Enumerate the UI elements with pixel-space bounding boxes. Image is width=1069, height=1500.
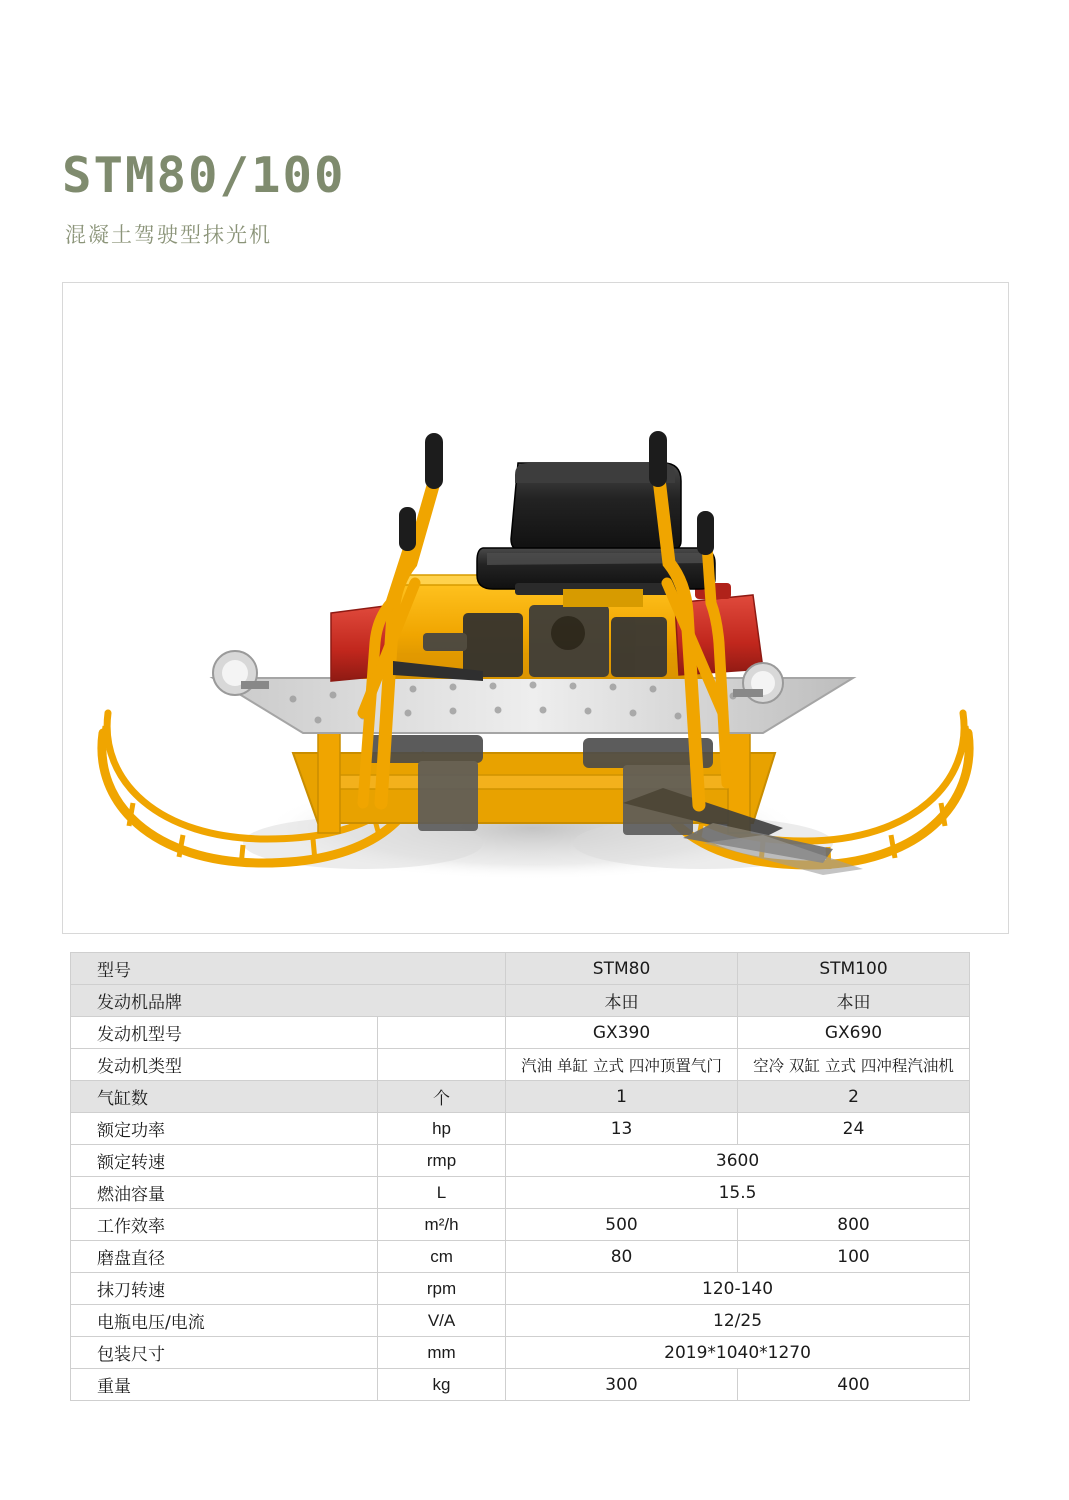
spec-unit: kg bbox=[378, 1369, 506, 1401]
spec-unit: cm bbox=[378, 1241, 506, 1273]
spec-value-merged: 12/25 bbox=[506, 1305, 970, 1337]
spec-value-merged: 3600 bbox=[506, 1145, 970, 1177]
spec-label: 电瓶电压/电流 bbox=[71, 1305, 378, 1337]
spec-value-stm100: 2 bbox=[738, 1081, 970, 1113]
power-trowel-illustration bbox=[63, 283, 1008, 933]
spec-unit: V/A bbox=[378, 1305, 506, 1337]
table-row bbox=[71, 1177, 970, 1209]
table-row bbox=[71, 1209, 970, 1241]
spec-value-stm80: GX390 bbox=[506, 1017, 738, 1049]
table-row bbox=[71, 1305, 970, 1337]
spec-value-stm80: 300 bbox=[506, 1369, 738, 1401]
page-subtitle: 混凝土驾驶型抹光机 bbox=[65, 223, 272, 248]
spec-value-stm80: 80 bbox=[506, 1241, 738, 1273]
table-row bbox=[71, 1241, 970, 1273]
spec-label: 额定功率 bbox=[71, 1113, 378, 1145]
spec-value-stm100: 空冷 双缸 立式 四冲程汽油机 bbox=[738, 1049, 970, 1081]
spec-label: 发动机品牌 bbox=[71, 985, 506, 1017]
spec-value-stm100: 24 bbox=[738, 1113, 970, 1145]
spec-label: 燃油容量 bbox=[71, 1177, 378, 1209]
table-row bbox=[71, 1273, 970, 1305]
table-row bbox=[71, 985, 970, 1017]
spec-value-stm80: STM80 bbox=[506, 953, 738, 985]
title-block bbox=[62, 147, 962, 249]
table-row bbox=[71, 1145, 970, 1177]
spec-label: 型号 bbox=[71, 953, 506, 985]
page-title: STM80/100 bbox=[62, 147, 346, 204]
spec-value-stm100: 本田 bbox=[738, 985, 970, 1017]
spec-label: 发动机型号 bbox=[71, 1017, 378, 1049]
spec-value-merged: 2019*1040*1270 bbox=[506, 1337, 970, 1369]
spec-value-stm100: STM100 bbox=[738, 953, 970, 985]
spec-label: 气缸数 bbox=[71, 1081, 378, 1113]
product-image-frame bbox=[62, 282, 1009, 934]
spec-value-stm80: 汽油 单缸 立式 四冲顶置气门 bbox=[506, 1049, 738, 1081]
table-row bbox=[71, 1369, 970, 1401]
spec-unit bbox=[378, 1049, 506, 1081]
spec-label: 抹刀转速 bbox=[71, 1273, 378, 1305]
spec-value-stm80: 1 bbox=[506, 1081, 738, 1113]
table-row bbox=[71, 1113, 970, 1145]
spec-value-stm100: GX690 bbox=[738, 1017, 970, 1049]
table-row bbox=[71, 1017, 970, 1049]
spec-value-stm100: 800 bbox=[738, 1209, 970, 1241]
spec-unit: rpm bbox=[378, 1273, 506, 1305]
table-row bbox=[71, 1049, 970, 1081]
spec-table-body bbox=[71, 953, 970, 1401]
spec-label: 发动机类型 bbox=[71, 1049, 378, 1081]
spec-value-stm80: 13 bbox=[506, 1113, 738, 1145]
spec-label: 额定转速 bbox=[71, 1145, 378, 1177]
spec-value-stm80: 500 bbox=[506, 1209, 738, 1241]
spec-unit: m²/h bbox=[378, 1209, 506, 1241]
spec-unit bbox=[378, 1017, 506, 1049]
spec-value-stm100: 400 bbox=[738, 1369, 970, 1401]
spec-label: 包装尺寸 bbox=[71, 1337, 378, 1369]
spec-value-stm80: 本田 bbox=[506, 985, 738, 1017]
spec-unit: mm bbox=[378, 1337, 506, 1369]
spec-value-stm100: 100 bbox=[738, 1241, 970, 1273]
spec-label: 重量 bbox=[71, 1369, 378, 1401]
spec-value-merged: 15.5 bbox=[506, 1177, 970, 1209]
spec-unit: 个 bbox=[378, 1081, 506, 1113]
product-photo bbox=[63, 283, 1008, 933]
table-row bbox=[71, 953, 970, 985]
specification-table bbox=[70, 952, 970, 1401]
spec-value-merged: 120-140 bbox=[506, 1273, 970, 1305]
table-row bbox=[71, 1337, 970, 1369]
spec-unit: L bbox=[378, 1177, 506, 1209]
spec-label: 磨盘直径 bbox=[71, 1241, 378, 1273]
spec-unit: hp bbox=[378, 1113, 506, 1145]
spec-unit: rmp bbox=[378, 1145, 506, 1177]
spec-label: 工作效率 bbox=[71, 1209, 378, 1241]
table-row bbox=[71, 1081, 970, 1113]
